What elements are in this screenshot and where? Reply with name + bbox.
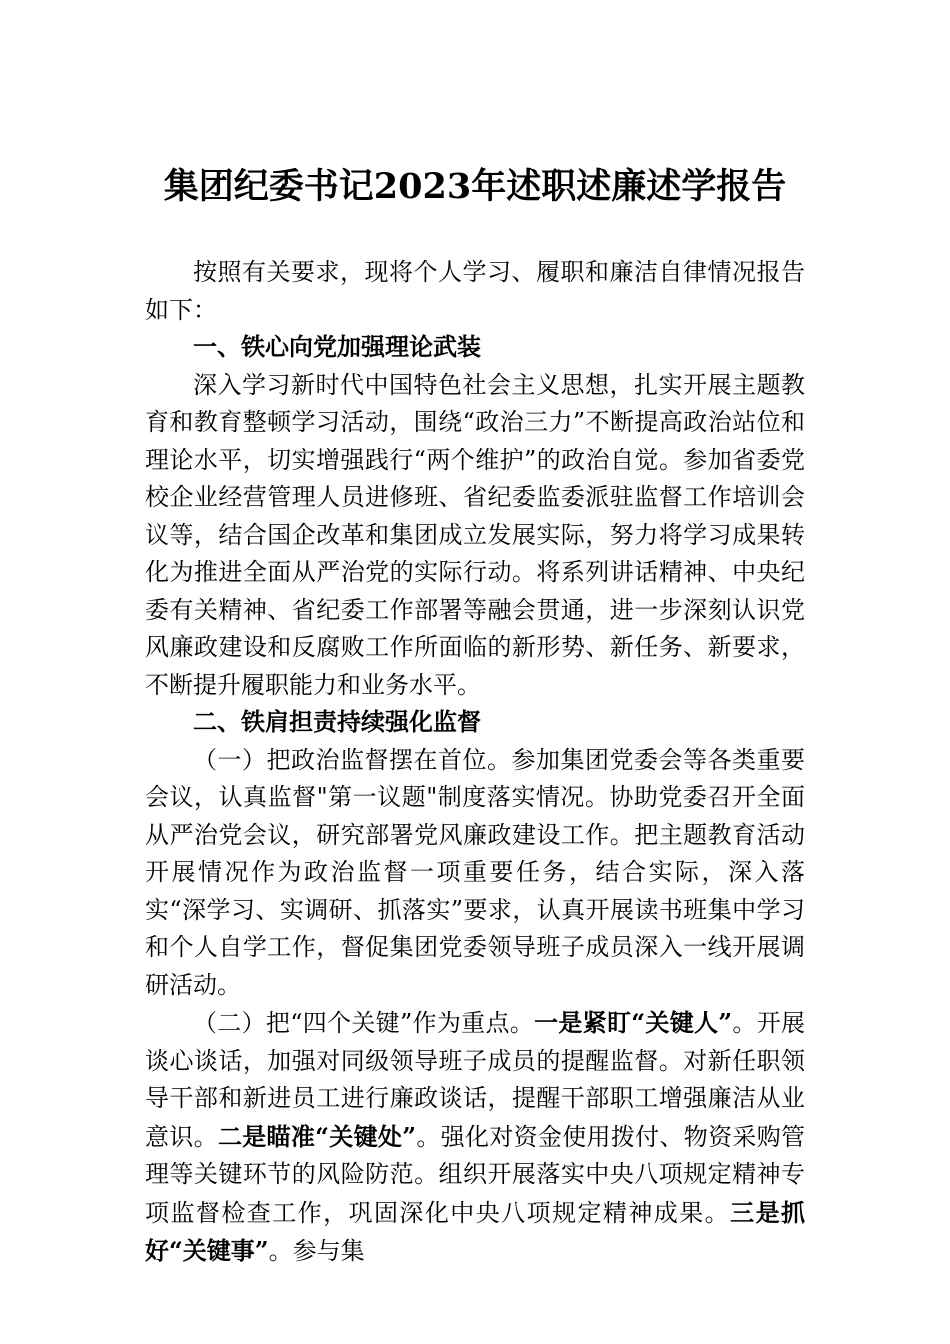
para-text: 。强化对资金使用拨付、物资采购管理等关键环节的风险防范。组织开展落实中央八项规定精神专项监督检查工作，巩固深化中央八项规定精神成果。	[145, 1122, 806, 1227]
section-heading-2: 二、铁肩担责持续强化监督	[193, 708, 481, 736]
para-text: （二）把“四个关键”作为重点。	[193, 1009, 535, 1037]
key-point-1: 一是紧盯“关键人”	[534, 1008, 733, 1037]
intro-paragraph: 按照有关要求，现将个人学习、履职和廉洁自律情况报告如下：	[145, 258, 805, 324]
para-text: 。参与集	[268, 1237, 365, 1265]
key-point-3: 三是抓好“关键事”	[145, 1197, 806, 1265]
document-body	[145, 254, 805, 1271]
para-text: 。开展谈心谈话，加强对同级领导班子成员的提醒监督。对新任职领导干部和新进员工进行廉政谈话，提醒干部职工增强廉洁从业意识。	[145, 1009, 806, 1151]
section-heading-1: 一、铁心向党加强理论武装	[193, 333, 481, 361]
section-1-paragraph: 深入学习新时代中国特色社会主义思想，扎实开展主题教育和教育整顿学习活动，围绕“政治三力”不断提高政治站位和理论水平，切实增强践行“两个维护”的政治自觉。参加省委党校企业经营管理人员进修班、省纪委监委派驻监督工作培训会议等，结合国企改革和集团成立发展实际，努力将学习成果转化为推进全面从严治党的实际行动。将系列讲话精神、中央纪委有关精神、省纪委工作部署等融会贯通，进一步深刻认识党风廉政建设和反腐败工作所面临的新形势、新任务、新要求，不断提升履职能力和业务水平。	[145, 370, 805, 699]
section-2-paragraph-2	[145, 1004, 805, 1271]
section-2-paragraph-1: （一）把政治监督摆在首位。参加集团党委会等各类重要会议，认真监督"第一议题"制度落实情况。协助党委召开全面从严治党会议，研究部署党风廉政建设工作。把主题教育活动开展情况作为政治监督一项重要任务，结合实际，深入落实“深学习、实调研、抓落实”要求，认真开展读书班集中学习和个人自学工作，督促集团党委领导班子成员深入一线开展调研活动。	[145, 745, 805, 999]
page-title: 集团纪委书记2023年述职述廉述学报告	[163, 166, 787, 207]
key-point-2: 二是瞄准“关键处”	[217, 1121, 417, 1151]
